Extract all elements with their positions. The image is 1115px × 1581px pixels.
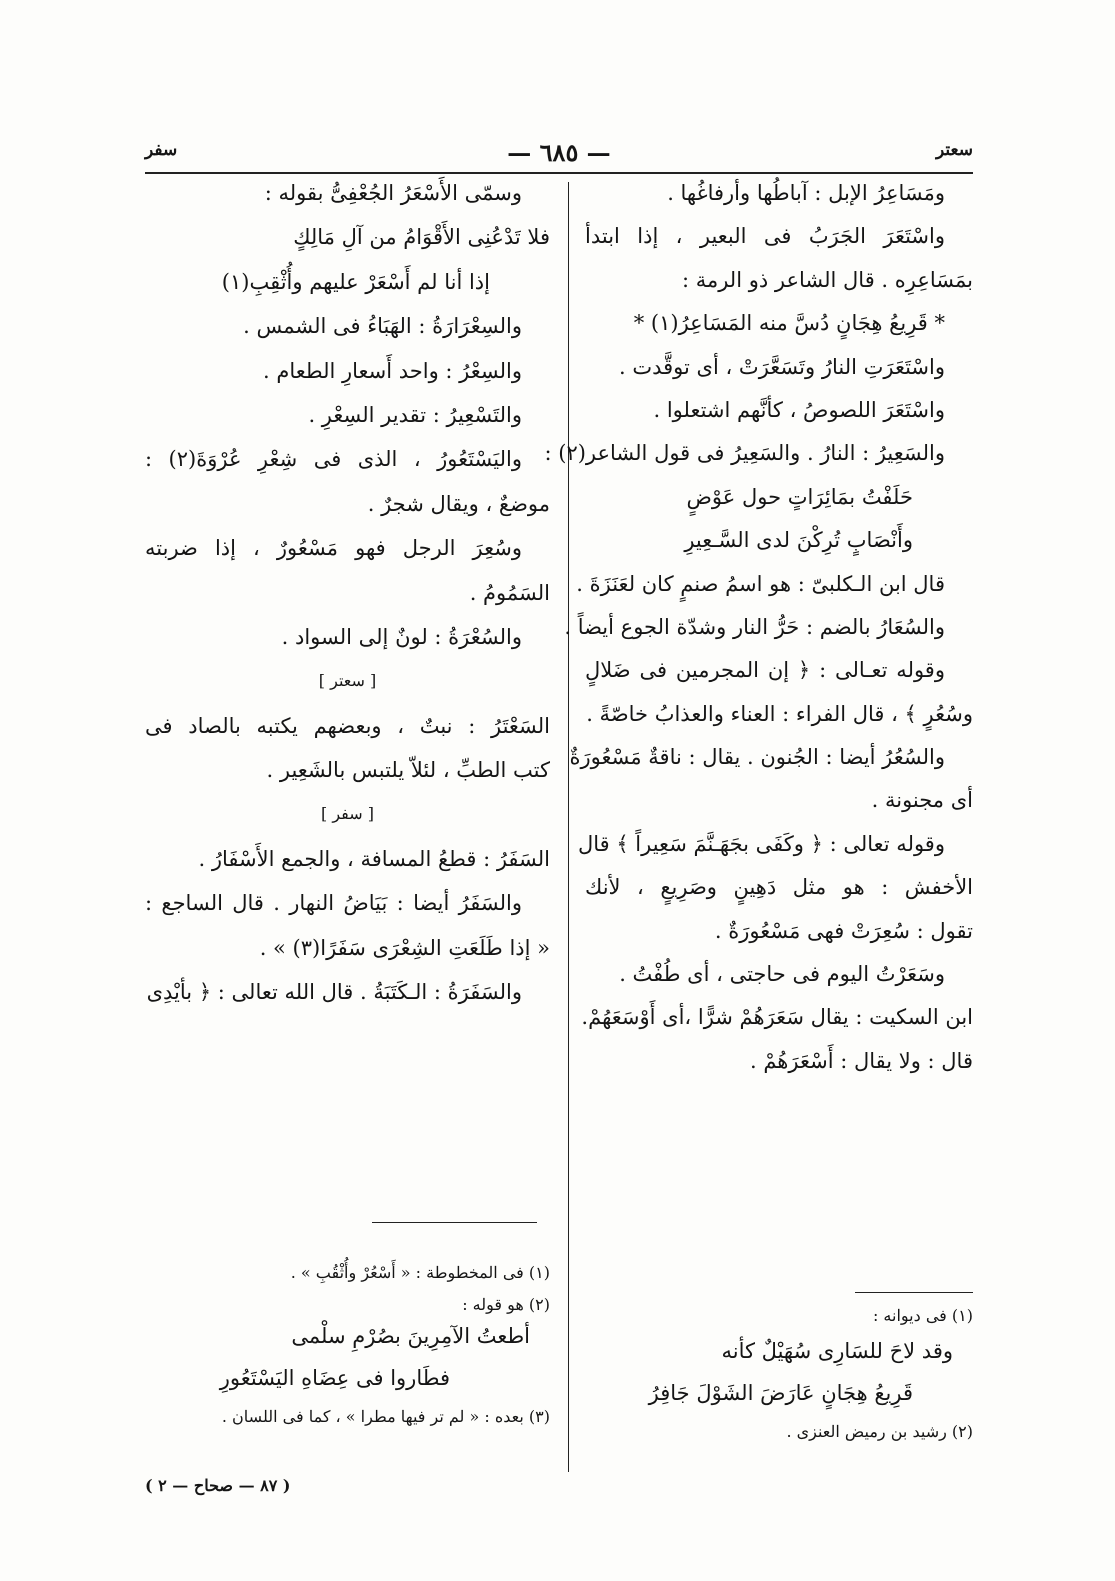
entry-heading-safar: [ سفر ] <box>321 804 374 824</box>
verse-line: وأَنْصَابٍ تُرِكْنَ لدى السَّـعِيرِ <box>684 528 913 553</box>
footnote: (١) فى ديوانه : <box>872 1306 973 1325</box>
text-line: والسَفَرُ أيضا : بَيَاضُ النهار . قال الساجع : <box>145 891 522 916</box>
printer-signature-mark: ( ٨٧ — صحاح — ٢ ) <box>145 1476 291 1495</box>
entry-heading-satar: [ سعتر ] <box>318 671 377 691</box>
verse-line: حَلَفْتُ بمَائِرَاتٍ حول عَوْضٍ <box>686 484 913 509</box>
text-line: وسُعِرَ الرجل فهو مَسْعُورٌ ، إذا ضربته <box>145 536 522 561</box>
footnote-rule-right <box>855 1292 973 1293</box>
footnote-verse: قَرِيعُ هِجَانٍ عَارَضَ الشَوْلَ جَافِرُ <box>648 1381 913 1405</box>
verse-line: * قَرِيعُ هِجَانٍ دُسَّ منه المَسَاعِرُ(١) * <box>633 311 945 336</box>
footnote-verse: أطعتُ الآمِرِينَ بصُرْمِ سلْمى <box>291 1324 530 1348</box>
text-line: وسَعَرْتُ اليوم فى حاجتى ، أى طُفْتُ . <box>619 962 945 987</box>
text-line: تقول : سُعِرَتْ فهى مَسْعُورَةٌ . <box>714 918 973 943</box>
text-line: السَمُومُ . <box>469 580 550 605</box>
text-line: موضعٌ ، ويقال شجرٌ . <box>367 491 550 516</box>
text-line: وقوله تعالى : ﴿ وكَفَى بجَهَـنَّمَ سَعِيراً ﴾ قال <box>577 831 945 856</box>
text-line: « إذا طَلَعَتِ الشِعْرَى سَفَرًا(٣) » . <box>259 935 550 960</box>
page-header <box>145 140 973 174</box>
column-divider <box>568 182 569 1472</box>
footnote: (١) فى المخطوطة : « أَسْعُرْ وأُثْقُبِ » . <box>290 1263 550 1282</box>
page-number: — ٦٨٥ — <box>507 138 611 167</box>
text-line: واسْتَعَرَ اللصوصُ ، كأنَّهم اشتعلوا . <box>653 397 945 422</box>
text-line: قال ابن الـكلبىّ : هو اسمُ صنمٍ كان لعَنَزَةَ . <box>576 571 945 596</box>
right-footnotes <box>585 1305 973 1453</box>
footnote: (٣) بعده : « لم تر فيها مطرا » ، كما فى اللسان . <box>221 1407 550 1426</box>
footnote: (٢) هو قوله : <box>462 1295 550 1314</box>
text-line: السَعْتَرُ : نبتٌ ، وبعضهم يكتبه بالصاد فى <box>145 713 550 738</box>
text-line: واسْتَعَرَ الجَرَبُ فى البعير ، إذا ابتدأ <box>585 224 945 249</box>
text-line: السَفَرُ : قطعُ المسافة ، والجمع الأَسْفَارُ . <box>198 846 550 871</box>
header-entry-word-left: سفر <box>145 140 178 160</box>
footnote-rule-left <box>372 1222 537 1223</box>
text-line: والتَسْعِيرُ : تقدير السِعْرِ . <box>308 402 522 427</box>
header-entry-word-right: سعتر <box>936 140 973 160</box>
verse-line: إذا أنا لم أَسْعَرْ عليهم وأُثْقِبِ(١) <box>221 269 490 294</box>
text-line: واليَسْتَعُورُ ، الذى فى شِعْرِ عُرْوَةَ(٢) : <box>145 447 522 472</box>
footnote-verse: فطَاروا فى عِضَاهِ اليَسْتَعُورِ <box>219 1366 450 1390</box>
footnote: (٢) رشيد بن رميض العنزى . <box>786 1422 973 1441</box>
right-column <box>544 180 973 1091</box>
footnote-verse: وقد لاحَ للسَارِى سُهَيْلٌ كأنه <box>721 1339 953 1363</box>
text-line: والسُعَارُ بالضم : حَرُّ النار وشدّة الجوع أيضاً . <box>564 614 945 639</box>
text-line: وسُعُرٍ ﴾ ، قال الفراء : العناء والعذابُ خاصّةً . <box>586 701 973 726</box>
text-line: قال : ولا يقال : أَسْعَرَهُمْ . <box>749 1048 973 1073</box>
text-line: واسْتَعَرَتِ النارُ وتَسَعَّرَتْ ، أى توقَّدت . <box>618 354 945 379</box>
left-column <box>145 180 550 1023</box>
header-rule <box>145 172 973 174</box>
text-line: ومَسَاعِرُ الإبل : آباطُها وأرفاغُها . <box>667 181 945 205</box>
text-line: أى مجنونة . <box>871 788 973 813</box>
text-line: الأخفش : هو مثل دَهِينٍ وصَرِيعٍ ، لأنك <box>585 875 973 900</box>
text-line: والسِعْرُ : واحد أَسعارِ الطعام . <box>262 358 522 383</box>
text-line: والسَعِيرُ : النارُ . والسَعِيرُ فى قول الشاعر(٢) : <box>544 441 945 466</box>
verse-line: فلا تَدْعُنِى الأَقْوَامُ من آلِ مَالِكٍ <box>293 225 550 250</box>
text-line: وسمّى الأَسْعَرُ الجُعْفِىُّ بقوله : <box>264 181 522 205</box>
left-footnotes <box>145 1262 550 1438</box>
text-line: بمَسَاعِرِه . قال الشاعر ذو الرمة : <box>681 267 973 292</box>
text-line: والسُعْرَةُ : لونٌ إلى السواد . <box>281 624 522 649</box>
text-line: ابن السكيت : يقال سَعَرَهُمْ شرًّا ،أى أَوْسَعَهُمْ. <box>581 1005 973 1030</box>
text-line: والسِعْرَارَةُ : الهَبَاءُ فى الشمس . <box>243 314 522 339</box>
text-line: والسَفَرَةُ : الـكَتَبَةُ . قال الله تعالى : ﴿ بأيْدِى <box>146 980 522 1005</box>
text-line: كتب الطبِّ ، لئلاّ يلتبس بالشَعِير . <box>266 758 550 783</box>
text-line: والسُعُرُ أيضا : الجُنون . يقال : ناقةٌ مَسْعُورَةٌ <box>569 745 945 770</box>
text-line: وقوله تعـالى : ﴿ إن المجرمين فى ضَلالٍ <box>585 658 945 683</box>
